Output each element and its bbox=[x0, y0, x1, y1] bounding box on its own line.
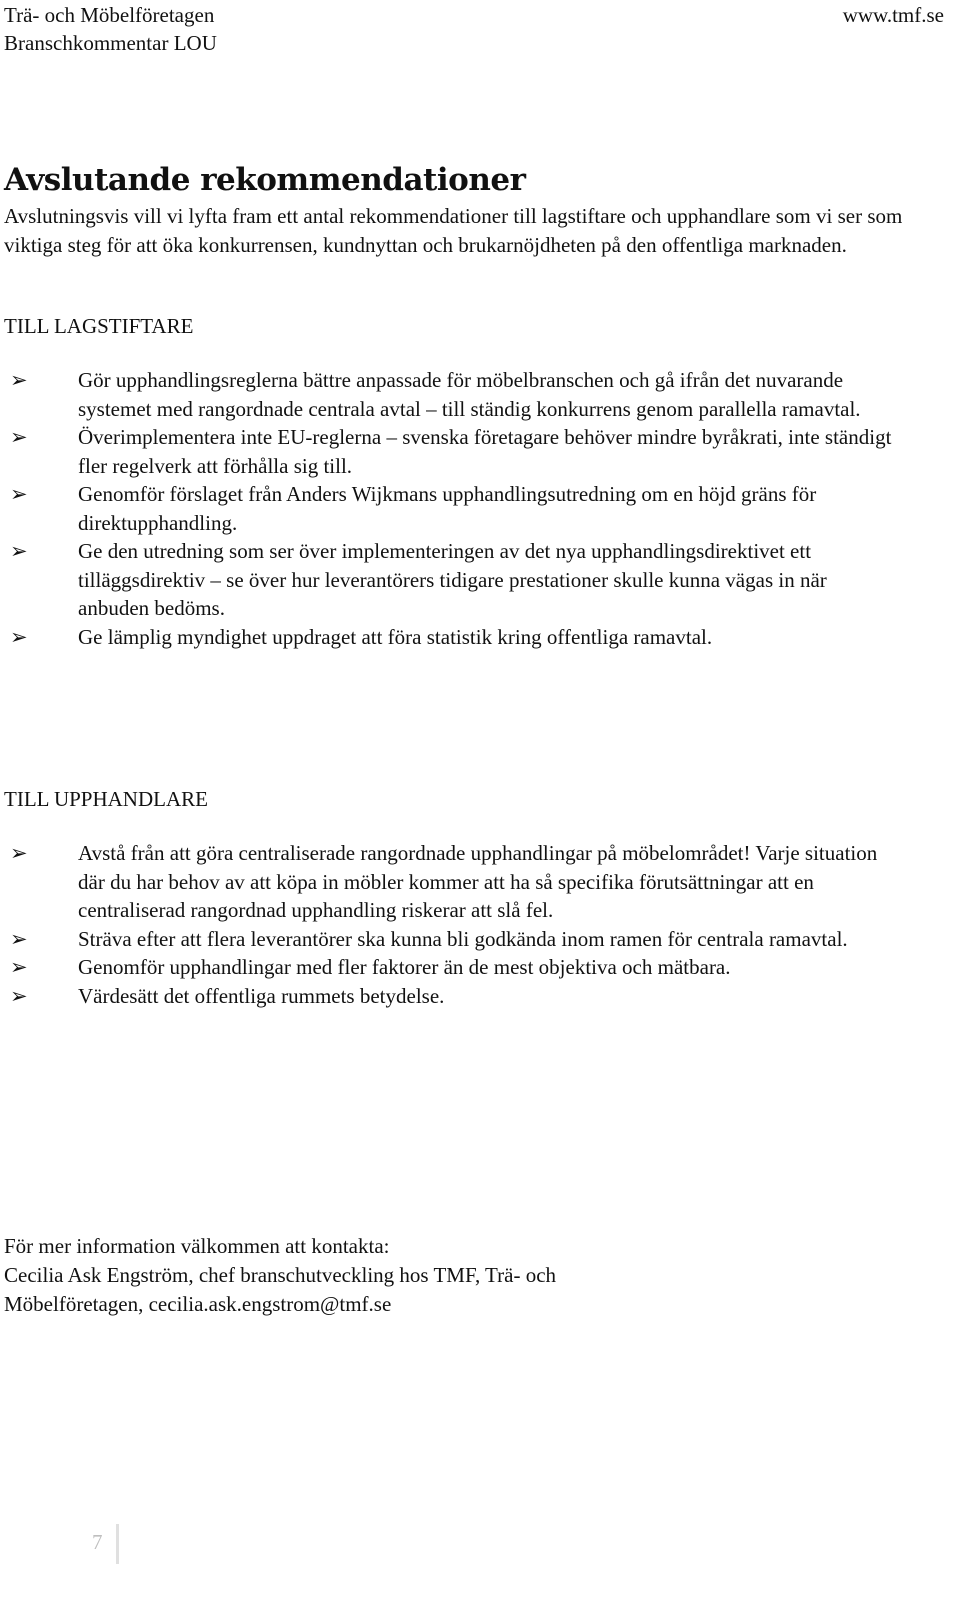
intro-paragraph: Avslutningsvis vill vi lyfta fram ett antal rekommendationer till lagstiftare och upphandlare som vi ser som viktiga steg för att öka konkurrensen, kundnyttan och brukarnöjdheten på den offentliga marknaden. bbox=[4, 204, 903, 257]
arrowhead-bullet-icon: ➢ bbox=[10, 482, 28, 506]
contact-intro: För mer information välkommen att kontakta: bbox=[4, 1234, 390, 1258]
list-item bbox=[0, 839, 900, 925]
header-document-subtitle: Branschkommentar LOU bbox=[4, 31, 217, 55]
section-label-upphandlare: TILL UPPHANDLARE bbox=[4, 787, 208, 811]
page-number: 7 bbox=[92, 1530, 103, 1554]
list-item-text: Ge lämplig myndighet uppdraget att föra statistik kring offentliga ramavtal. bbox=[78, 624, 713, 649]
arrowhead-bullet-icon: ➢ bbox=[10, 425, 28, 449]
header-org-name: Trä- och Möbelföretagen bbox=[4, 3, 215, 27]
list-item-text: Gör upphandlingsreglerna bättre anpassade för möbelbranschen och gå ifrån det nuvarande systemet med rangordnade centrala avtal – till ständig konkurrens genom parallella ramavtal. bbox=[78, 368, 861, 421]
arrowhead-bullet-icon: ➢ bbox=[10, 926, 28, 951]
arrowhead-bullet-icon: ➢ bbox=[10, 955, 28, 979]
contact-block bbox=[4, 1232, 556, 1319]
list-item bbox=[0, 480, 900, 537]
arrowhead-bullet-icon: ➢ bbox=[10, 983, 28, 1008]
bullet-list-upphandlare bbox=[0, 839, 900, 1010]
list-item-text: Värdesätt det offentliga rummets betydelse. bbox=[78, 983, 445, 1008]
list-item bbox=[0, 423, 900, 480]
contact-person: Cecilia Ask Engström, chef branschutveckling hos TMF, Trä- och bbox=[4, 1263, 557, 1287]
contact-email-line: Möbelföretagen, cecilia.ask.engstrom@tmf.se bbox=[4, 1292, 392, 1316]
list-item bbox=[0, 982, 900, 1011]
arrowhead-bullet-icon: ➢ bbox=[10, 841, 28, 865]
header-website: www.tmf.se bbox=[842, 3, 944, 27]
list-item-text: Genomför förslaget från Anders Wijkmans upphandlingsutredning om en höjd gräns för direktupphandling. bbox=[78, 482, 817, 535]
list-item bbox=[0, 537, 900, 623]
list-item-text: Sträva efter att flera leverantörer ska kunna bli godkända inom ramen för centrala ramavtal. bbox=[78, 926, 848, 951]
document-header bbox=[4, 1, 217, 57]
bullet-list-lagstiftare bbox=[0, 366, 900, 651]
arrowhead-bullet-icon: ➢ bbox=[10, 624, 28, 649]
arrowhead-bullet-icon: ➢ bbox=[10, 539, 28, 563]
page-number-divider bbox=[116, 1524, 119, 1564]
list-item bbox=[0, 366, 900, 423]
list-item bbox=[0, 953, 900, 982]
list-item bbox=[0, 623, 900, 652]
section-heading: Avslutande rekommendationer bbox=[4, 162, 526, 198]
list-item-text: Överimplementera inte EU-reglerna – svenska företagare behöver mindre byråkrati, inte ständigt fler regelverk att förhålla sig till. bbox=[78, 425, 892, 478]
list-item-text: Ge den utredning som ser över implementeringen av det nya upphandlingsdirektivet ett tilläggsdirektiv – se över hur leverantörers tidigare prestationer skulle kunna vägas in när anbuden bedöms. bbox=[78, 539, 827, 620]
list-item-text: Avstå från att göra centraliserade rangordnade upphandlingar på möbelområdet! Varje situation där du har behov av att köpa in möbler kommer att ha så specifika förutsättningar att en centraliserad rangordnad upphandling riskerar att slå fel. bbox=[78, 841, 878, 922]
arrowhead-bullet-icon: ➢ bbox=[10, 368, 28, 392]
list-item-text: Genomför upphandlingar med fler faktorer än de mest objektiva och mätbara. bbox=[78, 955, 731, 979]
list-item bbox=[0, 925, 900, 954]
section-label-lagstiftare: TILL LAGSTIFTARE bbox=[4, 314, 194, 338]
